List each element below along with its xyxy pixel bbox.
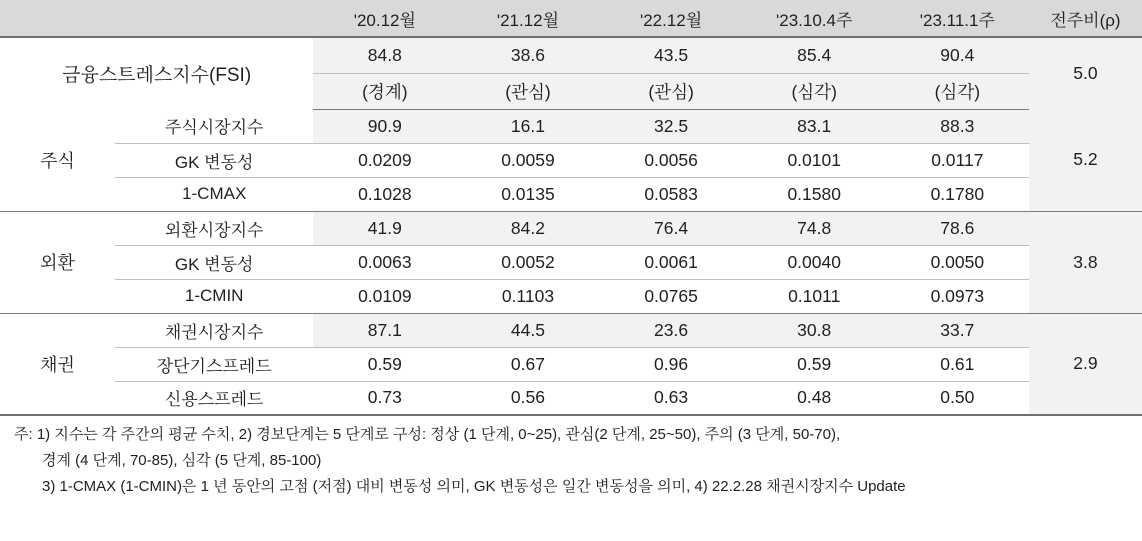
stock-index-value-4: 88.3 — [886, 109, 1029, 143]
header-col-2311w1: '23.11.1주 — [886, 0, 1029, 37]
bond-credit-spread-value-4: 0.50 — [886, 381, 1029, 415]
table-row — [0, 245, 1142, 279]
header-col-weekly-change: 전주비(ρ) — [1029, 0, 1142, 37]
stock-cmax-value-2: 0.0583 — [600, 177, 743, 211]
bond-term-spread-value-4: 0.61 — [886, 347, 1029, 381]
bond-index-value-0: 87.1 — [313, 313, 456, 347]
stock-index-value-1: 16.1 — [456, 109, 599, 143]
footnote-line-2: 경계 (4 단계, 70-85), 심각 (5 단계, 85-100) — [42, 451, 322, 469]
fx-index-value-3: 74.8 — [743, 211, 886, 245]
fx-index-value-0: 41.9 — [313, 211, 456, 245]
sub-label-fx-index: 외환시장지수 — [115, 211, 313, 245]
stock-gk-value-4: 0.0117 — [886, 143, 1029, 177]
fx-cmin-value-3: 0.1011 — [743, 279, 886, 313]
fx-gk-value-0: 0.0063 — [313, 245, 456, 279]
bond-term-spread-value-1: 0.67 — [456, 347, 599, 381]
fx-gk-value-4: 0.0050 — [886, 245, 1029, 279]
bond-credit-spread-value-0: 0.73 — [313, 381, 456, 415]
fsi-value-4: 90.4 — [886, 37, 1029, 73]
stock-index-value-0: 90.9 — [313, 109, 456, 143]
fsi-label: 금융스트레스지수(FSI) — [0, 37, 313, 109]
group-label-fx: 외환 — [0, 211, 115, 313]
stock-weekly-change: 5.2 — [1029, 109, 1142, 211]
table-row — [0, 143, 1142, 177]
table-row — [0, 313, 1142, 347]
fx-gk-value-2: 0.0061 — [600, 245, 743, 279]
fx-cmin-value-1: 0.1103 — [456, 279, 599, 313]
fsi-stage-3: (심각) — [743, 73, 886, 109]
sub-label-stock-gk: GK 변동성 — [115, 143, 313, 177]
header-col-2212: '22.12월 — [600, 0, 743, 37]
stock-index-value-3: 83.1 — [743, 109, 886, 143]
table-footnotes — [0, 416, 1142, 499]
table-row — [0, 177, 1142, 211]
sub-label-bond-credit-spread: 신용스프레드 — [115, 381, 313, 415]
stock-gk-value-2: 0.0056 — [600, 143, 743, 177]
fx-cmin-value-2: 0.0765 — [600, 279, 743, 313]
table-row — [0, 211, 1142, 245]
fx-cmin-value-0: 0.0109 — [313, 279, 456, 313]
stock-gk-value-0: 0.0209 — [313, 143, 456, 177]
sub-label-stock-index: 주식시장지수 — [115, 109, 313, 143]
group-label-bond: 채권 — [0, 313, 115, 415]
fsi-stage-2: (관심) — [600, 73, 743, 109]
table-row — [0, 279, 1142, 313]
sub-label-bond-term-spread: 장단기스프레드 — [115, 347, 313, 381]
fx-cmin-value-4: 0.0973 — [886, 279, 1029, 313]
sub-label-fx-gk: GK 변동성 — [115, 245, 313, 279]
fsi-value-2: 43.5 — [600, 37, 743, 73]
fsi-value-3: 85.4 — [743, 37, 886, 73]
sub-label-stock-cmax: 1-CMAX — [115, 177, 313, 211]
table-row — [0, 381, 1142, 415]
fx-index-value-1: 84.2 — [456, 211, 599, 245]
stock-cmax-value-4: 0.1780 — [886, 177, 1029, 211]
fsi-value-row — [0, 37, 1142, 73]
bond-index-value-3: 30.8 — [743, 313, 886, 347]
bond-term-spread-value-2: 0.96 — [600, 347, 743, 381]
fsi-stage-4: (심각) — [886, 73, 1029, 109]
bond-credit-spread-value-3: 0.48 — [743, 381, 886, 415]
fx-gk-value-1: 0.0052 — [456, 245, 599, 279]
fx-gk-value-3: 0.0040 — [743, 245, 886, 279]
stock-cmax-value-1: 0.0135 — [456, 177, 599, 211]
bond-weekly-change: 2.9 — [1029, 313, 1142, 415]
fsi-stage-0: (경계) — [313, 73, 456, 109]
header-blank — [0, 0, 313, 37]
header-col-2112: '21.12월 — [456, 0, 599, 37]
bond-term-spread-value-0: 0.59 — [313, 347, 456, 381]
group-label-stock: 주식 — [0, 109, 115, 211]
fsi-value-1: 38.6 — [456, 37, 599, 73]
fx-index-value-2: 76.4 — [600, 211, 743, 245]
header-col-2310w4: '23.10.4주 — [743, 0, 886, 37]
bond-term-spread-value-3: 0.59 — [743, 347, 886, 381]
stock-index-value-2: 32.5 — [600, 109, 743, 143]
bond-index-value-1: 44.5 — [456, 313, 599, 347]
header-col-2012: '20.12월 — [313, 0, 456, 37]
stock-cmax-value-3: 0.1580 — [743, 177, 886, 211]
table-header-row — [0, 0, 1142, 37]
footnote-line-1: 주: 1) 지수는 각 주간의 평균 수치, 2) 경보단계는 5 단계로 구성: 정상 (1 단계, 0~25), 관심(2 단계, 25~50), 주의 (3 단계, 50-70), — [14, 426, 841, 443]
sub-label-fx-cmin: 1-CMIN — [115, 279, 313, 313]
footnote-line-3: 3) 1-CMAX (1-CMIN)은 1 년 동안의 고점 (저점) 대비 변동성 의미, GK 변동성은 일간 변동성을 의미, 4) 22.2.28 채권시장지수 Update — [42, 477, 906, 495]
fx-index-value-4: 78.6 — [886, 211, 1029, 245]
fsi-value-0: 84.8 — [313, 37, 456, 73]
stock-cmax-value-0: 0.1028 — [313, 177, 456, 211]
table-row — [0, 347, 1142, 381]
table-row — [0, 109, 1142, 143]
bond-credit-spread-value-1: 0.56 — [456, 381, 599, 415]
stock-gk-value-1: 0.0059 — [456, 143, 599, 177]
bond-credit-spread-value-2: 0.63 — [600, 381, 743, 415]
bond-index-value-2: 23.6 — [600, 313, 743, 347]
bond-index-value-4: 33.7 — [886, 313, 1029, 347]
sub-label-bond-index: 채권시장지수 — [115, 313, 313, 347]
fx-weekly-change: 3.8 — [1029, 211, 1142, 313]
stock-gk-value-3: 0.0101 — [743, 143, 886, 177]
fsi-weekly-change: 5.0 — [1029, 37, 1142, 109]
fsi-stage-1: (관심) — [456, 73, 599, 109]
